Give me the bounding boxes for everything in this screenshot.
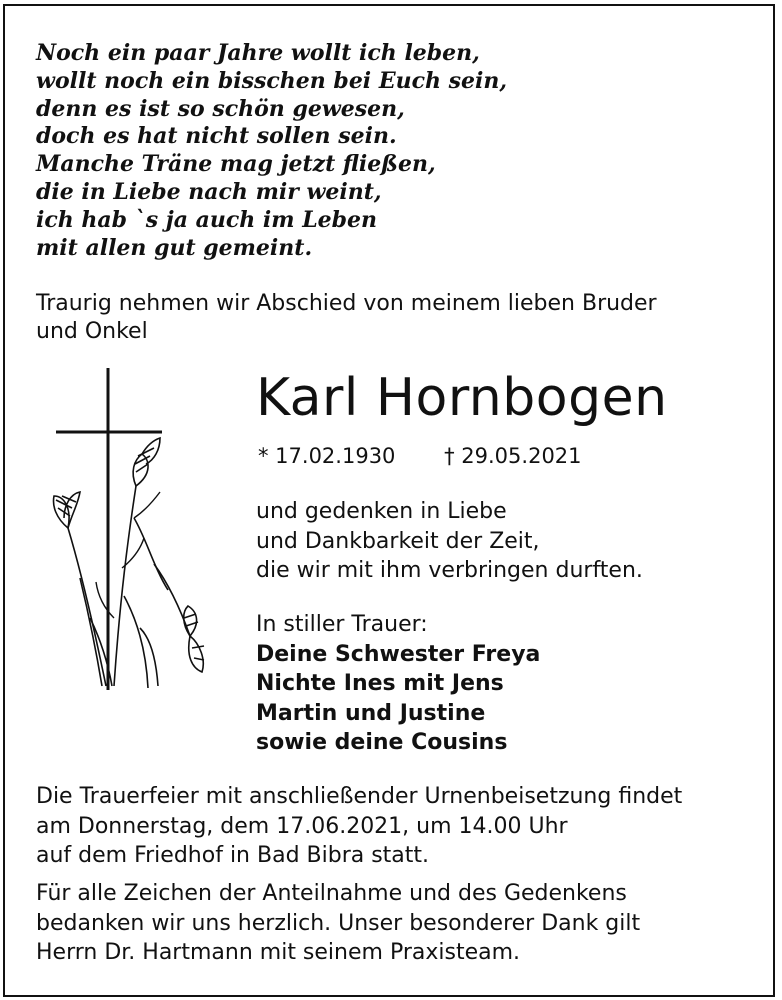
life-dates — [258, 442, 582, 470]
poem-line: Manche Träne mag jetzt fließen, — [36, 151, 436, 178]
mourner-name: Martin und Justine — [256, 700, 486, 726]
poem-line: Noch ein paar Jahre wollt ich leben, — [36, 40, 480, 66]
remembrance-text — [256, 497, 643, 586]
intro-line: und Onkel — [36, 319, 148, 344]
thanks-line: Herrn Dr. Hartmann mit seinem Praxisteam. — [36, 940, 521, 965]
mourner-name: Nichte Ines mit Jens — [256, 671, 504, 696]
mourner-name: sowie deine Cousins — [256, 730, 508, 755]
thanks-line: bedanken wir uns herzlich. Unser besonderer Dank gilt — [36, 910, 641, 936]
death-date: † 29.05.2021 — [444, 444, 582, 468]
intro-text — [36, 290, 736, 346]
poem-line: wollt noch ein bisschen bei Euch sein, — [36, 67, 508, 94]
remembrance-line: und Dankbarkeit der Zeit, — [256, 528, 540, 554]
poem-line: denn es ist so schön gewesen, — [36, 95, 405, 122]
birth-date: * 17.02.1930 — [258, 444, 396, 468]
mourner-name: Deine Schwester Freya — [256, 641, 541, 667]
mourners-heading: In stiller Trauer: — [256, 612, 428, 637]
poem-line: mit allen gut gemeint. — [36, 234, 313, 261]
poem-line: die in Liebe nach mir weint, — [36, 178, 382, 205]
ceremony-line: Die Trauerfeier mit anschließender Urnenbeisetzung findet — [36, 784, 683, 809]
intro-line: Traurig nehmen wir Abschied von meinem lieben Bruder — [36, 291, 657, 316]
thanks-line: Für alle Zeichen der Anteilnahme und des Gedenkens — [36, 881, 627, 906]
thanks-text — [36, 879, 640, 968]
poem-line: doch es hat nicht sollen sein. — [36, 123, 397, 150]
ceremony-line: am Donnerstag, dem 17.06.2021, um 14.00 Uhr — [36, 813, 568, 839]
poem — [36, 40, 507, 262]
ceremony-info — [36, 782, 682, 871]
poem-line: ich hab `s ja auch im Leben — [36, 206, 378, 233]
cross-with-wheat-icon — [50, 368, 240, 698]
mourners-block — [256, 610, 540, 758]
deceased-name: Karl Hornbogen — [256, 368, 668, 428]
remembrance-line: die wir mit ihm verbringen durften. — [256, 558, 643, 583]
remembrance-line: und gedenken in Liebe — [256, 499, 507, 524]
ceremony-line: auf dem Friedhof in Bad Bibra statt. — [36, 843, 430, 868]
